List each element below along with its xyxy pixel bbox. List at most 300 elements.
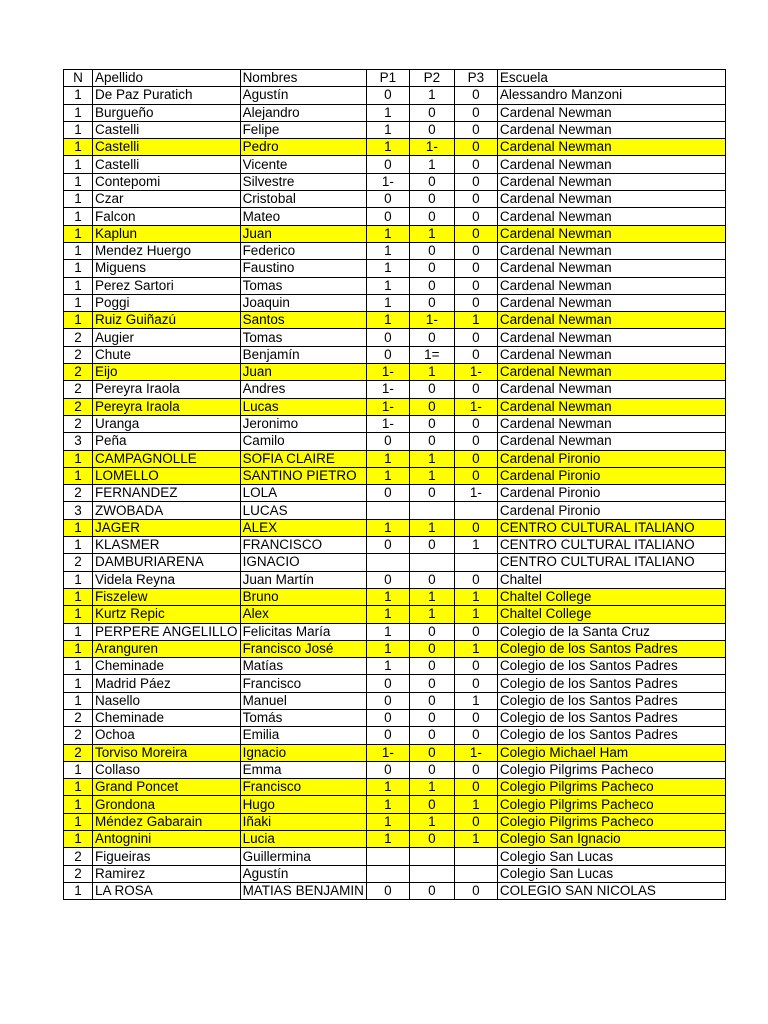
- header-p3: P3: [454, 70, 497, 87]
- cell-p2: [409, 848, 454, 865]
- cell-p1: 1: [366, 139, 409, 156]
- cell-nombres: Benjamín: [240, 346, 366, 363]
- cell-p3: 1-: [454, 398, 497, 415]
- cell-escuela: Cardenal Newman: [497, 104, 725, 121]
- cell-p3: 0: [454, 277, 497, 294]
- table-row: [64, 831, 726, 848]
- table-row: [64, 294, 726, 311]
- cell-p3: 0: [454, 191, 497, 208]
- cell-p3: 1: [454, 312, 497, 329]
- table-row: [64, 640, 726, 657]
- cell-p2: 0: [409, 242, 454, 259]
- cell-n: 2: [64, 485, 93, 502]
- cell-n: 1: [64, 156, 93, 173]
- cell-nombres: Camilo: [240, 433, 366, 450]
- cell-p2: 0: [409, 709, 454, 726]
- cell-escuela: Colegio de los Santos Padres: [497, 658, 725, 675]
- cell-p2: 0: [409, 104, 454, 121]
- cell-nombres: LOLA: [240, 485, 366, 502]
- cell-p3: 1: [454, 606, 497, 623]
- cell-n: 1: [64, 121, 93, 138]
- cell-p3: 0: [454, 761, 497, 778]
- cell-apellido: Castelli: [93, 139, 241, 156]
- cell-escuela: Cardenal Newman: [497, 433, 725, 450]
- cell-escuela: Chaltel College: [497, 606, 725, 623]
- cell-nombres: Francisco José: [240, 640, 366, 657]
- cell-apellido: Pereyra Iraola: [93, 398, 241, 415]
- table-row: [64, 346, 726, 363]
- cell-p1: 1-: [366, 744, 409, 761]
- table-row: [64, 865, 726, 882]
- cell-apellido: Ochoa: [93, 727, 241, 744]
- cell-p3: [454, 554, 497, 571]
- cell-nombres: Mateo: [240, 208, 366, 225]
- cell-apellido: Ramirez: [93, 865, 241, 882]
- cell-n: 1: [64, 658, 93, 675]
- cell-nombres: IGNACIO: [240, 554, 366, 571]
- cell-p3: [454, 848, 497, 865]
- cell-p2: 0: [409, 675, 454, 692]
- cell-p1: 1: [366, 623, 409, 640]
- cell-apellido: Miguens: [93, 260, 241, 277]
- cell-p1: 1: [366, 242, 409, 259]
- table-row: [64, 191, 726, 208]
- cell-p1: 0: [366, 761, 409, 778]
- cell-p2: 0: [409, 191, 454, 208]
- cell-p1: 1: [366, 640, 409, 657]
- cell-n: 1: [64, 761, 93, 778]
- cell-p3: 0: [454, 658, 497, 675]
- cell-n: 1: [64, 813, 93, 830]
- cell-p3: 0: [454, 173, 497, 190]
- table-row: [64, 87, 726, 104]
- table-row: [64, 260, 726, 277]
- cell-nombres: Pedro: [240, 139, 366, 156]
- cell-p2: 1: [409, 156, 454, 173]
- cell-escuela: Cardenal Newman: [497, 208, 725, 225]
- table-row: [64, 139, 726, 156]
- table-row: [64, 744, 726, 761]
- cell-p3: 0: [454, 381, 497, 398]
- cell-escuela: Cardenal Newman: [497, 139, 725, 156]
- table-row: [64, 692, 726, 709]
- cell-p2: 0: [409, 294, 454, 311]
- cell-p1: 0: [366, 156, 409, 173]
- cell-p2: 1: [409, 779, 454, 796]
- cell-escuela: Chaltel: [497, 571, 725, 588]
- cell-p2: [409, 502, 454, 519]
- cell-escuela: Cardenal Newman: [497, 191, 725, 208]
- cell-nombres: FRANCISCO: [240, 537, 366, 554]
- cell-n: 2: [64, 744, 93, 761]
- table-row: [64, 156, 726, 173]
- cell-nombres: Ignacio: [240, 744, 366, 761]
- cell-n: 1: [64, 537, 93, 554]
- cell-p2: 0: [409, 173, 454, 190]
- cell-nombres: Cristobal: [240, 191, 366, 208]
- cell-escuela: Cardenal Newman: [497, 121, 725, 138]
- cell-nombres: Emilia: [240, 727, 366, 744]
- cell-p1: 1: [366, 779, 409, 796]
- cell-nombres: Tomás: [240, 709, 366, 726]
- cell-n: 1: [64, 467, 93, 484]
- results-table: [63, 69, 726, 900]
- cell-n: 1: [64, 208, 93, 225]
- table-row: [64, 882, 726, 899]
- cell-p2: 0: [409, 398, 454, 415]
- cell-p2: 0: [409, 623, 454, 640]
- cell-n: 1: [64, 606, 93, 623]
- table-row: [64, 554, 726, 571]
- cell-p3: 0: [454, 882, 497, 899]
- cell-nombres: Felicitas María: [240, 623, 366, 640]
- cell-p1: 1: [366, 121, 409, 138]
- cell-apellido: Poggi: [93, 294, 241, 311]
- table-row: [64, 519, 726, 536]
- cell-p2: 0: [409, 571, 454, 588]
- cell-apellido: Méndez Gabarain: [93, 813, 241, 830]
- cell-escuela: Cardenal Newman: [497, 398, 725, 415]
- cell-p3: 1: [454, 831, 497, 848]
- cell-p1: 1: [366, 450, 409, 467]
- header-n: N: [64, 70, 93, 87]
- cell-escuela: CENTRO CULTURAL ITALIANO: [497, 537, 725, 554]
- table-row: [64, 433, 726, 450]
- cell-apellido: Pereyra Iraola: [93, 381, 241, 398]
- cell-n: 1: [64, 173, 93, 190]
- cell-apellido: Videla Reyna: [93, 571, 241, 588]
- cell-p3: 0: [454, 208, 497, 225]
- cell-apellido: LOMELLO: [93, 467, 241, 484]
- cell-escuela: CENTRO CULTURAL ITALIANO: [497, 554, 725, 571]
- cell-p2: 0: [409, 692, 454, 709]
- cell-p1: [366, 554, 409, 571]
- cell-p3: 0: [454, 450, 497, 467]
- table-row: [64, 779, 726, 796]
- cell-escuela: Chaltel College: [497, 588, 725, 605]
- header-p2: P2: [409, 70, 454, 87]
- cell-apellido: Kaplun: [93, 225, 241, 242]
- cell-p3: 1: [454, 537, 497, 554]
- cell-nombres: Juan: [240, 364, 366, 381]
- cell-p3: 0: [454, 104, 497, 121]
- cell-p1: 1-: [366, 173, 409, 190]
- cell-escuela: Cardenal Newman: [497, 242, 725, 259]
- cell-p1: 0: [366, 329, 409, 346]
- table-row: [64, 727, 726, 744]
- cell-escuela: Colegio de la Santa Cruz: [497, 623, 725, 640]
- table-row: [64, 502, 726, 519]
- header-nombres: Nombres: [240, 70, 366, 87]
- cell-p3: 0: [454, 225, 497, 242]
- cell-n: 1: [64, 104, 93, 121]
- cell-nombres: Hugo: [240, 796, 366, 813]
- cell-p3: 0: [454, 623, 497, 640]
- cell-nombres: Manuel: [240, 692, 366, 709]
- table-row: [64, 104, 726, 121]
- cell-p2: 1: [409, 519, 454, 536]
- cell-nombres: Guillermina: [240, 848, 366, 865]
- cell-nombres: Tomas: [240, 277, 366, 294]
- table-row: [64, 606, 726, 623]
- cell-n: 2: [64, 398, 93, 415]
- cell-p2: 1: [409, 588, 454, 605]
- cell-p1: 1: [366, 658, 409, 675]
- cell-apellido: Fiszelew: [93, 588, 241, 605]
- cell-escuela: Colegio de los Santos Padres: [497, 640, 725, 657]
- cell-p1: 1-: [366, 415, 409, 432]
- cell-p3: 1-: [454, 364, 497, 381]
- cell-n: 1: [64, 882, 93, 899]
- cell-apellido: Burgueño: [93, 104, 241, 121]
- cell-p1: 0: [366, 87, 409, 104]
- cell-n: 2: [64, 329, 93, 346]
- cell-n: 1: [64, 519, 93, 536]
- table-row: [64, 450, 726, 467]
- cell-apellido: Antognini: [93, 831, 241, 848]
- cell-apellido: Perez Sartori: [93, 277, 241, 294]
- cell-p3: 0: [454, 87, 497, 104]
- table-row: [64, 242, 726, 259]
- cell-p2: 0: [409, 485, 454, 502]
- cell-p2: 1: [409, 450, 454, 467]
- cell-apellido: KLASMER: [93, 537, 241, 554]
- cell-apellido: Contepomi: [93, 173, 241, 190]
- cell-n: 2: [64, 364, 93, 381]
- cell-p1: 1: [366, 312, 409, 329]
- cell-apellido: Mendez Huergo: [93, 242, 241, 259]
- cell-p3: [454, 865, 497, 882]
- cell-p2: 0: [409, 415, 454, 432]
- cell-n: 1: [64, 294, 93, 311]
- cell-n: 1: [64, 312, 93, 329]
- cell-p3: [454, 502, 497, 519]
- cell-p3: 0: [454, 779, 497, 796]
- cell-p2: 0: [409, 796, 454, 813]
- cell-n: 1: [64, 692, 93, 709]
- cell-p3: 1-: [454, 485, 497, 502]
- cell-p2: 0: [409, 537, 454, 554]
- cell-escuela: Cardenal Newman: [497, 346, 725, 363]
- cell-escuela: Colegio de los Santos Padres: [497, 675, 725, 692]
- cell-p3: 0: [454, 121, 497, 138]
- cell-p3: 0: [454, 139, 497, 156]
- table-row: [64, 675, 726, 692]
- cell-p3: 0: [454, 467, 497, 484]
- cell-apellido: Madrid Páez: [93, 675, 241, 692]
- cell-nombres: Bruno: [240, 588, 366, 605]
- cell-p2: 1-: [409, 312, 454, 329]
- cell-escuela: Cardenal Newman: [497, 277, 725, 294]
- table-row: [64, 848, 726, 865]
- cell-p3: 0: [454, 433, 497, 450]
- cell-escuela: Colegio Pilgrims Pacheco: [497, 779, 725, 796]
- cell-n: 1: [64, 277, 93, 294]
- cell-nombres: Agustín: [240, 87, 366, 104]
- cell-nombres: SANTINO PIETRO: [240, 467, 366, 484]
- table-row: [64, 796, 726, 813]
- cell-nombres: Lucas: [240, 398, 366, 415]
- cell-p2: [409, 865, 454, 882]
- cell-apellido: Falcon: [93, 208, 241, 225]
- cell-p1: 0: [366, 675, 409, 692]
- cell-p2: 0: [409, 882, 454, 899]
- cell-p3: 1: [454, 796, 497, 813]
- table-row: [64, 467, 726, 484]
- cell-apellido: Czar: [93, 191, 241, 208]
- cell-n: 2: [64, 709, 93, 726]
- cell-escuela: Cardenal Newman: [497, 312, 725, 329]
- header-escuela: Escuela: [497, 70, 725, 87]
- table-row: [64, 329, 726, 346]
- cell-nombres: Jeronimo: [240, 415, 366, 432]
- cell-escuela: Cardenal Newman: [497, 364, 725, 381]
- table-row: [64, 398, 726, 415]
- cell-nombres: Francisco: [240, 675, 366, 692]
- cell-apellido: Uranga: [93, 415, 241, 432]
- cell-p3: 1-: [454, 744, 497, 761]
- cell-n: 1: [64, 779, 93, 796]
- table-row: [64, 121, 726, 138]
- cell-p1: 1: [366, 519, 409, 536]
- cell-p2: 0: [409, 761, 454, 778]
- table-row: [64, 658, 726, 675]
- cell-p1: 1: [366, 294, 409, 311]
- cell-apellido: ZWOBADA: [93, 502, 241, 519]
- cell-escuela: Colegio de los Santos Padres: [497, 727, 725, 744]
- cell-escuela: Colegio Pilgrims Pacheco: [497, 796, 725, 813]
- cell-n: 1: [64, 571, 93, 588]
- cell-p1: 0: [366, 537, 409, 554]
- cell-p1: 0: [366, 346, 409, 363]
- cell-p1: 0: [366, 571, 409, 588]
- cell-p2: 0: [409, 831, 454, 848]
- cell-nombres: Federico: [240, 242, 366, 259]
- cell-n: 2: [64, 381, 93, 398]
- cell-p1: 1: [366, 831, 409, 848]
- cell-escuela: Colegio de los Santos Padres: [497, 692, 725, 709]
- cell-p3: 1: [454, 640, 497, 657]
- cell-p3: 0: [454, 813, 497, 830]
- cell-nombres: Iñaki: [240, 813, 366, 830]
- table-row: [64, 623, 726, 640]
- table-row: [64, 415, 726, 432]
- header-p1: P1: [366, 70, 409, 87]
- cell-p3: 0: [454, 709, 497, 726]
- cell-escuela: Cardenal Newman: [497, 329, 725, 346]
- cell-apellido: Grondona: [93, 796, 241, 813]
- cell-p3: 0: [454, 260, 497, 277]
- cell-apellido: Cheminade: [93, 709, 241, 726]
- cell-p2: 0: [409, 277, 454, 294]
- cell-n: 2: [64, 848, 93, 865]
- cell-apellido: FERNANDEZ: [93, 485, 241, 502]
- cell-p1: 0: [366, 485, 409, 502]
- table-row: [64, 312, 726, 329]
- cell-escuela: Colegio San Ignacio: [497, 831, 725, 848]
- cell-p1: 1: [366, 104, 409, 121]
- cell-p1: 1-: [366, 364, 409, 381]
- cell-p2: 1: [409, 87, 454, 104]
- cell-escuela: Cardenal Newman: [497, 381, 725, 398]
- cell-apellido: Augier: [93, 329, 241, 346]
- cell-n: 1: [64, 139, 93, 156]
- cell-nombres: Alex: [240, 606, 366, 623]
- cell-p1: 1: [366, 277, 409, 294]
- cell-p1: [366, 502, 409, 519]
- cell-p3: 0: [454, 242, 497, 259]
- cell-p3: 1: [454, 588, 497, 605]
- cell-n: 2: [64, 346, 93, 363]
- table-row: [64, 813, 726, 830]
- cell-n: 2: [64, 865, 93, 882]
- cell-nombres: Tomas: [240, 329, 366, 346]
- cell-escuela: Alessandro Manzoni: [497, 87, 725, 104]
- cell-n: 1: [64, 242, 93, 259]
- cell-nombres: Faustino: [240, 260, 366, 277]
- cell-p2: 0: [409, 727, 454, 744]
- cell-apellido: LA ROSA: [93, 882, 241, 899]
- table-row: [64, 761, 726, 778]
- cell-apellido: Peña: [93, 433, 241, 450]
- cell-apellido: Nasello: [93, 692, 241, 709]
- cell-n: 1: [64, 640, 93, 657]
- cell-p3: 0: [454, 346, 497, 363]
- cell-apellido: Torviso Moreira: [93, 744, 241, 761]
- cell-p1: [366, 865, 409, 882]
- cell-n: 1: [64, 260, 93, 277]
- cell-p1: 1: [366, 813, 409, 830]
- cell-apellido: De Paz Puratich: [93, 87, 241, 104]
- cell-p2: 0: [409, 329, 454, 346]
- cell-nombres: Juan: [240, 225, 366, 242]
- cell-n: 3: [64, 433, 93, 450]
- cell-p2: 0: [409, 433, 454, 450]
- cell-nombres: Vicente: [240, 156, 366, 173]
- cell-nombres: Santos: [240, 312, 366, 329]
- cell-p2: 0: [409, 658, 454, 675]
- cell-escuela: Colegio San Lucas: [497, 865, 725, 882]
- cell-n: 1: [64, 87, 93, 104]
- cell-escuela: Cardenal Newman: [497, 225, 725, 242]
- cell-p2: 0: [409, 208, 454, 225]
- cell-p2: 0: [409, 640, 454, 657]
- cell-apellido: CAMPAGNOLLE: [93, 450, 241, 467]
- cell-nombres: Juan Martín: [240, 571, 366, 588]
- cell-escuela: Cardenal Newman: [497, 415, 725, 432]
- cell-nombres: Joaquin: [240, 294, 366, 311]
- cell-escuela: Cardenal Pironio: [497, 502, 725, 519]
- cell-p3: 0: [454, 329, 497, 346]
- cell-escuela: Colegio Michael Ham: [497, 744, 725, 761]
- cell-p3: 1: [454, 692, 497, 709]
- cell-p2: 1-: [409, 139, 454, 156]
- cell-n: 1: [64, 588, 93, 605]
- cell-escuela: Colegio San Lucas: [497, 848, 725, 865]
- cell-apellido: Eijo: [93, 364, 241, 381]
- table-row: [64, 173, 726, 190]
- cell-p3: 0: [454, 156, 497, 173]
- table-row: [64, 537, 726, 554]
- cell-p1: 1-: [366, 398, 409, 415]
- cell-nombres: Felipe: [240, 121, 366, 138]
- cell-p1: 0: [366, 692, 409, 709]
- cell-nombres: Lucia: [240, 831, 366, 848]
- cell-apellido: Kurtz Repic: [93, 606, 241, 623]
- cell-p2: 1: [409, 225, 454, 242]
- cell-p1: 0: [366, 727, 409, 744]
- cell-p2: 0: [409, 744, 454, 761]
